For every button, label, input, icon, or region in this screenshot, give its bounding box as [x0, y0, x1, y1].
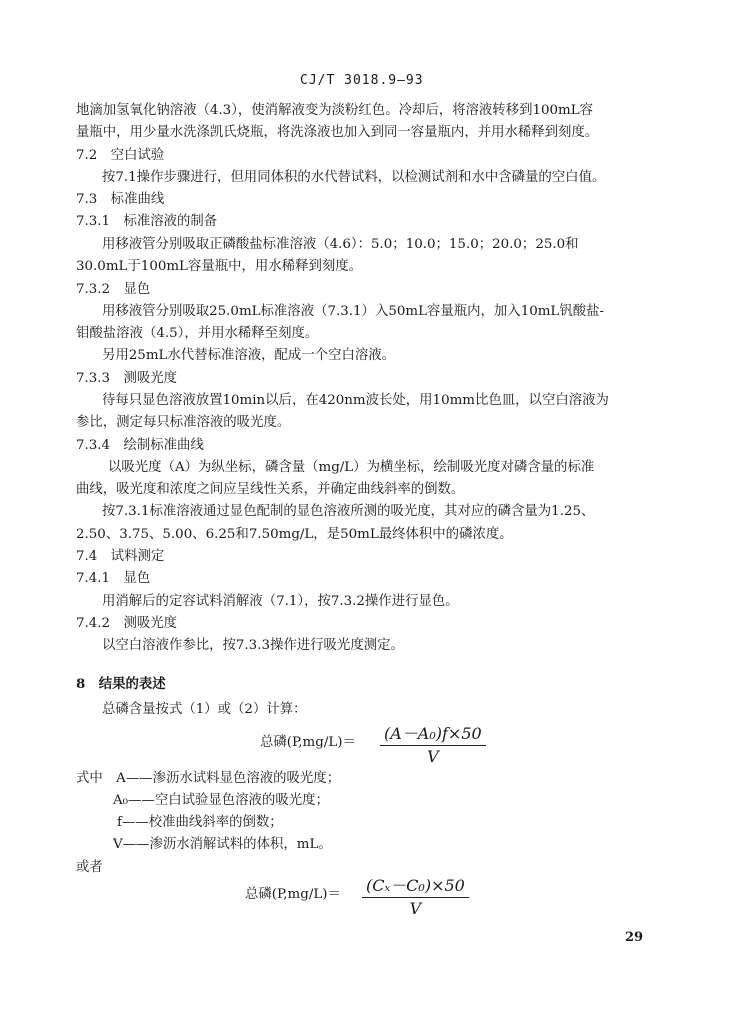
section-heading-7-4-2: 7.4.2 测吸光度 — [76, 616, 178, 631]
formula-1-lhs: 总磷(P,mg/L)＝ — [260, 735, 356, 750]
section-heading-8: 8 结果的表述 — [76, 676, 166, 692]
text-line: 曲线，吸光度和浓度之间应呈线性关系，并确定曲线斜率的倒数。 — [76, 482, 465, 497]
text-line: 2.50、3.75、5.00、6.25和7.50mg/L，是50mL最终体积中的磷浓度。 — [76, 527, 513, 542]
formula-2-denominator: V — [409, 899, 422, 918]
text-line: 以吸光度（A）为纵坐标，磷含量（mg/L）为横坐标，绘制吸光度对磷含量的标准 — [108, 460, 595, 475]
text-line: 量瓶中，用少量水洗涤凯氏烧瓶，将洗涤液也加入到同一容量瓶内，并用水稀释到刻度。 — [76, 125, 599, 140]
text-line: 用移液管分别吸取25.0mL标准溶液（7.3.1）入50mL容量瓶内，加入10mL钒酸盐- — [102, 304, 605, 319]
text-line: 用移液管分别吸取正磷酸盐标准溶液（4.6）：5.0；10.0；15.0；20.0；25.0和 — [102, 237, 579, 252]
section-heading-7-3: 7.3 标准曲线 — [76, 192, 165, 207]
formula-1-numerator: (A－A₀)f×50 — [380, 721, 486, 746]
page-number: 29 — [625, 930, 644, 945]
text-line: 按7.3.1标准溶液通过显色配制的显色溶液所测的吸光度，其对应的磷含量为1.25、 — [102, 504, 595, 519]
section-heading-7-4: 7.4 试料测定 — [76, 549, 165, 564]
text-line: 按7.1操作步骤进行，但用同体积的水代替试料，以检测试剂和水中含磷量的空白值。 — [102, 170, 606, 185]
definition-V: V——渗沥水消解试料的体积，mL。 — [113, 837, 332, 852]
definition-A: 式中 A——渗沥水试料显色溶液的吸光度； — [76, 771, 341, 786]
text-line: 另用25mL水代替标准溶液，配成一个空白溶液。 — [102, 348, 396, 363]
formula-2-numerator: (Cₓ－C₀)×50 — [362, 873, 469, 898]
section-heading-7-2: 7.2 空白试验 — [76, 148, 165, 163]
or-text: 或者 — [76, 860, 103, 875]
text-line: 30.0mL于100mL容量瓶中，用水稀释到刻度。 — [76, 259, 363, 274]
formula-1-fraction — [380, 721, 486, 766]
text-line: 参比，测定每只标准溶液的吸光度。 — [76, 415, 291, 430]
section-heading-7-3-1: 7.3.1 标准溶液的制备 — [76, 214, 218, 229]
section-heading-7-3-4: 7.3.4 绘制标准曲线 — [76, 438, 204, 453]
section-heading-7-3-3: 7.3.3 测吸光度 — [76, 371, 178, 386]
text-line: 钼酸盐溶液（4.5），并用水稀释至刻度。 — [76, 326, 319, 341]
text-line: 待每只显色溶液放置10min以后，在420nm波长处，用10mm比色皿，以空白溶液为 — [102, 393, 609, 408]
standard-code-header: CJ/T 3018.9—93 — [300, 73, 424, 88]
formula-2-fraction — [362, 873, 469, 918]
text-line: 地滴加氢氧化钠溶液（4.3），使消解液变为淡粉红色。冷却后，将溶液转移到100mL容 — [76, 103, 594, 118]
text-line: 总磷含量按式（1）或（2）计算： — [102, 702, 307, 717]
formula-1-denominator: V — [427, 747, 439, 766]
text-line: 以空白溶液作参比，按7.3.3操作进行吸光度测定。 — [102, 638, 404, 653]
section-heading-7-3-2: 7.3.2 显色 — [76, 282, 151, 297]
definition-A0: A₀——空白试验显色溶液的吸光度； — [113, 793, 329, 808]
formula-2-lhs: 总磷(P,mg/L)＝ — [245, 887, 341, 902]
text-line: 用消解后的定容试料消解液（7.1），按7.3.2操作进行显色。 — [102, 594, 459, 609]
definition-f: f——校准曲线斜率的倒数； — [117, 815, 283, 830]
section-heading-7-4-1: 7.4.1 显色 — [76, 571, 151, 586]
